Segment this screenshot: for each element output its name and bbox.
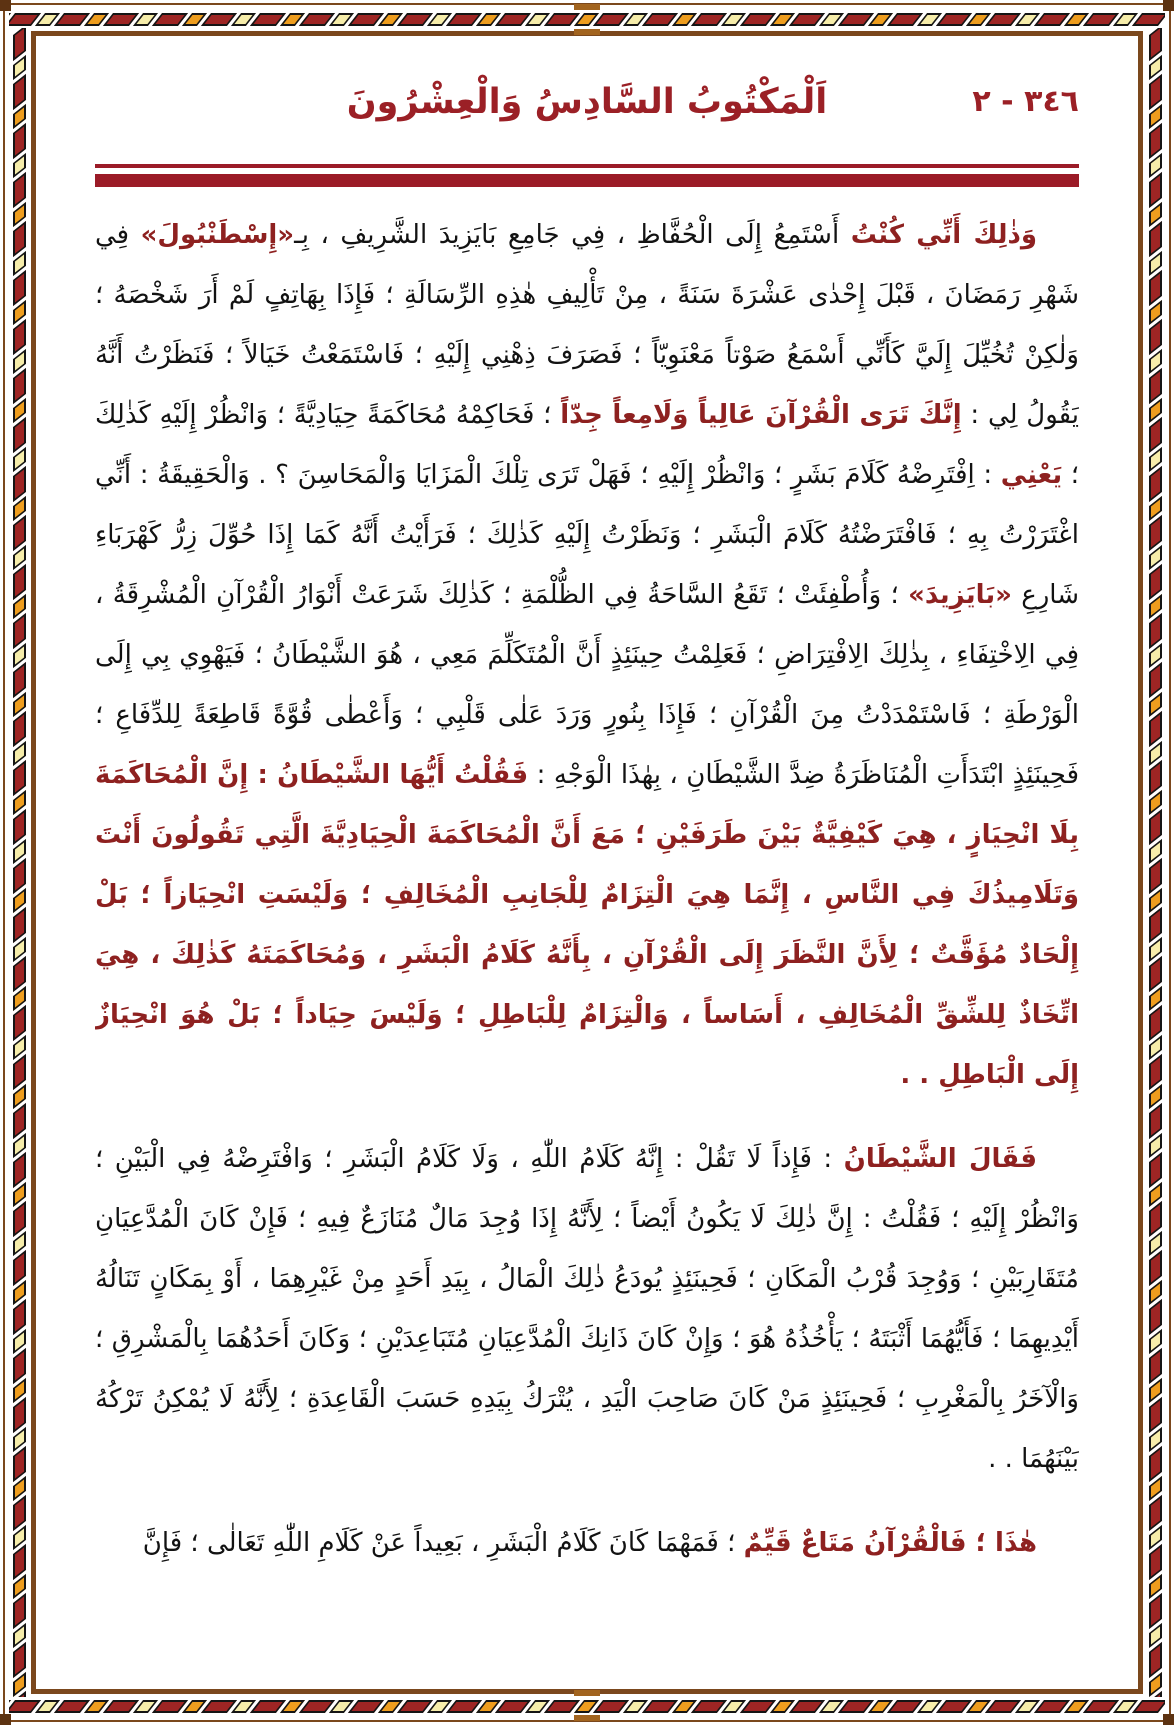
border-chain-right [1145,28,1165,1697]
border-chain-bottom [9,1696,1165,1716]
frame-center-tick-top-outer [574,4,600,10]
accent-phrase: «إِسْطَنْبُولَ» [140,220,295,250]
page-content [95,42,1079,1685]
paragraph [95,1513,1079,1573]
text-segment: ؛ فَمَهْمَا كَانَ كَلَامُ الْبَشَرِ ، بَعِيداً عَنْ كَلَامِ اللّٰهِ تَعَالٰى ؛ فَإِنَّ [142,1528,744,1558]
accent-phrase: وَذٰلِكَ أَنِّي كُنْتُ [850,220,1037,250]
paragraph [95,1129,1079,1489]
text-segment: : فَإِذاً لَا تَقُلْ : إِنَّهُ كَلَامُ اللّٰهِ ، وَلَا كَلَامُ الْبَشَرِ ؛ وَافْتَرِضْهُ فِي الْبَيْنِ ؛ وَانْظُرْ إِلَيْهِ ؛ فَقُلْتُ : إِنَّ ذٰلِكَ لَا يَكُونُ أَيْضاً ؛ لِأَنَّهُ إِذَا وُجِدَ مَالٌ مُنَازَعٌ فِيهِ ؛ فَإِنْ كَانَ الْمُدَّعِيَانِ مُتَقَارِبَيْنِ ؛ وَوُجِدَ قُرْبُ الْمَكَانِ ؛ فَحِينَئِذٍ يُودَعُ ذٰلِكَ الْمَالُ ، بِيَدِ أَحَدٍ مِنْ غَيْرِهِمَا ، أَوْ بِمَكَانٍ تَنَالُهُ أَيْدِيهِمَا ؛ فَأَيُّهُمَا أَثْبَتَهُ ؛ يَأْخُذُهُ هُوَ ؛ وَإِنْ كَانَ ذَانِكَ الْمُدَّعِيَانِ مُتَبَاعِدَيْنِ ؛ وَكَانَ أَحَدُهُمَا بِالْمَشْرِقِ ؛ وَالْآخَرُ بِالْمَغْرِبِ ؛ فَحِينَئِذٍ مَنْ كَانَ صَاحِبَ الْيَدِ ، يُتْرَكُ بِيَدِهِ حَسَبَ الْقَاعِدَةِ ؛ لِأَنَّهُ لَا يُمْكِنُ تَرْكُهُ بَيْنَهُمَا . . [95,1144,1079,1474]
corner-ornament-bottom-right [1163,1714,1174,1725]
header-rule-thin [95,164,1079,168]
accent-phrase: فَقُلْتُ أَيُّهَا الشَّيْطَانُ : إِنَّ الْمُحَاكَمَةَ بِلَا انْحِيَازٍ ، هِيَ كَيْفِيَّةٌ بَيْنَ طَرَفَيْنِ ؛ مَعَ أَنَّ الْمُحَاكَمَةَ الْحِيَادِيَّةَ الَّتِي تَقُولُونَ أَنْتَ وَتَلَامِيذُكَ فِي النَّاسِ ، إِنَّمَا هِيَ الْتِزَامٌ لِلْجَانِبِ الْمُخَالِفِ ؛ وَلَيْسَتِ انْحِيَازاً ؛ بَلْ إِلْحَادٌ مُؤَقَّتٌ ؛ لِأَنَّ النَّظَرَ إِلَى الْقُرْآنِ ، بِأَنَّهُ كَلَامُ الْبَشَرِ ، وَمُحَاكَمَتَهُ كَذٰلِكَ ، هِيَ اتِّخَاذٌ لِلشِّقِّ الْمُخَالِفِ ، أَسَاساً ، وَالْتِزَامٌ لِلْبَاطِلِ ؛ وَلَيْسَ حِيَاداً ؛ بَلْ هُوَ انْحِيَازٌ إِلَى الْبَاطِلِ . . [95,760,1079,1090]
border-chain-left [9,28,29,1697]
text-segment: ؛ فَحَاكِمْهُ مُحَاكَمَةً حِيَادِيَّةً ؛ وَانْظُرْ إِلَيْهِ كَذٰلِكَ ؛ [95,400,1079,490]
frame-center-tick-bottom-inner [574,1690,600,1696]
accent-phrase: هٰذَا ؛ فَالْقُرْآنُ مَتَاعٌ قَيِّمٌ [743,1528,1037,1558]
text-segment: : اِفْتَرِضْهُ كَلَامَ بَشَرٍ ؛ وَانْظُرْ إِلَيْهِ ؛ فَهَلْ تَرَى تِلْكَ الْمَزَايَا وَالْمَحَاسِنَ ؟ . وَالْحَقِيقَةُ : أَنِّي اغْتَرَرْتُ بِهِ ؛ فَافْتَرَضْتُهُ كَلَامَ الْبَشَرِ ؛ وَنَظَرْتُ إِلَيْهِ كَذٰلِكَ ؛ فَرَأَيْتُ أَنَّهُ كَمَا إِذَا حُوِّلَ زِرُّ كَهْرَبَاءِ شَارِعِ [95,460,1079,610]
corner-ornament-top-right [1163,0,1174,11]
page-header [95,66,1079,138]
page-title: اَلْمَكْتُوبُ السَّادِسُ وَالْعِشْرُونَ [346,82,828,122]
text-segment: ؛ وَأُطْفِئَتْ ؛ تَقَعُ السَّاحَةُ فِي الظُّلْمَةِ ؛ كَذٰلِكَ شَرَعَتْ أَنْوَارُ الْقُرْآنِ الْمُشْرِقَةُ ، فِي الِاخْتِفَاءِ ، بِذٰلِكَ الِافْتِرَاضِ ؛ فَعَلِمْتُ حِينَئِذٍ أَنَّ الْمُتَكَلِّمَ مَعِي ، هُوَ الشَّيْطَانُ ؛ فَيَهْوِي بِي إِلَى الْوَرْطَةِ ؛ فَاسْتَمْدَدْتُ مِنَ الْقُرْآنِ ؛ فَإِذَا بِنُورٍ وَرَدَ عَلٰى قَلْبِي ؛ وَأَعْطٰى قُوَّةً قَاطِعَةً لِلدِّفَاعِ ؛ فَحِينَئِذٍ ابْتَدَأَتِ الْمُنَاظَرَةُ ضِدَّ الشَّيْطَانِ ، بِهٰذَا الْوَجْهِ : [95,580,1079,790]
corner-ornament-top-left [0,0,11,11]
header-rule-thick [95,174,1079,187]
accent-phrase: يَعْنِي [1000,460,1063,490]
frame-center-tick-top-inner [574,29,600,35]
frame-center-tick-bottom-outer [574,1715,600,1721]
accent-phrase: فَقَالَ الشَّيْطَانُ [843,1144,1038,1174]
paragraph [95,205,1079,1105]
accent-phrase: «بَايَزِيدَ» [908,580,1012,610]
border-chain-top [9,9,1165,29]
body-text [95,205,1079,1573]
accent-phrase: إِنَّكَ تَرَى الْقُرْآنَ عَالِياً وَلَامِعاً جِدّاً [560,400,962,430]
corner-ornament-bottom-left [0,1714,11,1725]
text-segment: أَسْتَمِعُ إِلَى الْحُفَّاظِ ، فِي جَامِعِ بَايَزِيدَ الشَّرِيفِ ، بِـ [294,220,851,250]
text-segment: فِي شَهْرِ رَمَضَانَ ، قَبْلَ إِحْدٰى عَشْرَةَ سَنَةً ، مِنْ تَأْلِيفِ هٰذِهِ الرِّسَالَةِ ؛ فَإِذَا بِهَاتِفٍ لَمْ أَرَ شَخْصَهُ ؛ وَلٰكِنْ تُخُيِّلَ إِلَيَّ كَأَنِّي أَسْمَعُ صَوْتاً مَعْنَوِيّاً ؛ فَصَرَفَ ذِهْنِي إِلَيْهِ ؛ فَاسْتَمَعْتُ خَيَالاً ؛ فَنَظَرْتُ أَنَّهُ يَقُولُ لِي : [95,220,1079,430]
page-number: ٣٤٦ - ٢ [972,84,1079,119]
